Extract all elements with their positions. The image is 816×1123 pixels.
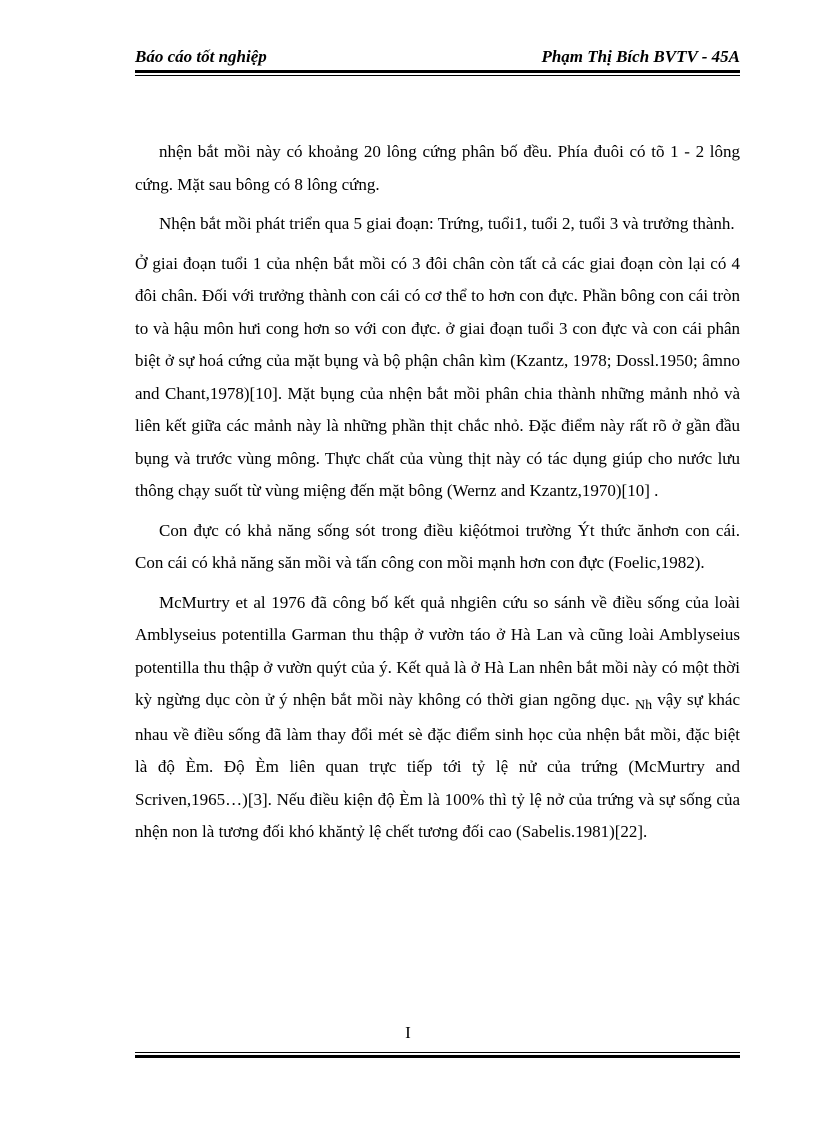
- footer-rule-thick: [135, 1055, 740, 1058]
- author-class: Phạm Thị Bích BVTV - 45A: [541, 47, 740, 66]
- body-text: [135, 136, 740, 849]
- footer-rule-thin: [135, 1052, 740, 1053]
- paragraph-5-small-text: Nh: [635, 698, 653, 713]
- header-rule-thin: [135, 75, 740, 76]
- paragraph-2: Nhện bắt mồi phát triển qua 5 giai đoạn: Trứng, tuổi1, tuổi 2, tuổi 3 và trưởng thành.: [159, 214, 735, 233]
- paragraph-4: Con đực có khả năng sống sót trong điều kiệótmoi trường Ýt thức ănhơn con cái. Con cái có khả năng săn mồi và tấn công con mồi mạnh hơn con đực (Foelic,1982).: [135, 520, 740, 572]
- report-title: Báo cáo tốt nghiệp: [135, 47, 267, 66]
- paragraph-3: Ở giai đoạn tuổi 1 của nhện bắt mồi có 3 đôi chân còn tất cả các giai đoạn còn lại có 4 đôi chân. Đối với trưởng thành con cái có cơ thể to hơn con đực. Phần bông con cái tròn to và hậu môn hưi cong hơn so với con đực. ở giai đoạn tuổi 3 con đực và con cái phân biệt ở sự hoá cứng của mặt bụng và bộ phận chân kìm (Kzantz, 1978; Dossl.1950; âmno and Chant,1978)[10]. Mặt bụng của nhện bắt mồi phân chia thành những mảnh nhỏ và liên kết giữa các mảnh này là những phần thịt chắc nhỏ. Đặc điểm này rất rõ ở gần đầu bụng và trước vùng mông. Thực chất của vùng thịt này có tác dụng giúp cho nước lưu thông chạy suốt từ vùng miệng đến mặt bông (Wernz and Kzantz,1970)[10] .: [135, 253, 740, 500]
- paragraph-5-part-1: McMurtry et al 1976 đã công bố kết quả nhgiên cứu so sánh về điều sống của loài Amblyseius potentilla Garman thu thập ở vườn táo ở Hà Lan và cũng loài Amblyseius potentilla thu thập ở vườn quýt của ý. Kết quả là ở Hà Lan nhên bắt mồi này có một thời kỳ ngừng dục còn ử ý nhện bắt mồi này không có thời gian ngõng dục.: [135, 592, 740, 709]
- page-number: I: [405, 1023, 411, 1042]
- header-rule-thick: [135, 70, 740, 73]
- paragraph-5-part-2: vậy sự khác nhau về điều sống đã làm thay đổi mét sè đặc điểm sinh học của nhện bắt mồi, đặc biệt là độ Èm. Độ Èm liên quan trực tiếp tới tỷ lệ nử của trứng (McMurtry and Scriven,1965…)[3]. Nếu điều kiện độ Èm là 100% thì tỷ lệ nở của trứng và sự sống của nhện non là tương đối khó khăntỷ lệ chết tương đối cao (Sabelis.1981)[22].: [135, 690, 741, 841]
- paragraph-1: nhện bắt mồi này có khoảng 20 lông cứng phân bố đều. Phía đuôi có tõ 1 - 2 lông cứng. Mặt sau bông có 8 lông cứng.: [135, 142, 740, 194]
- page-header: [135, 47, 740, 69]
- paragraph-5: [135, 587, 740, 849]
